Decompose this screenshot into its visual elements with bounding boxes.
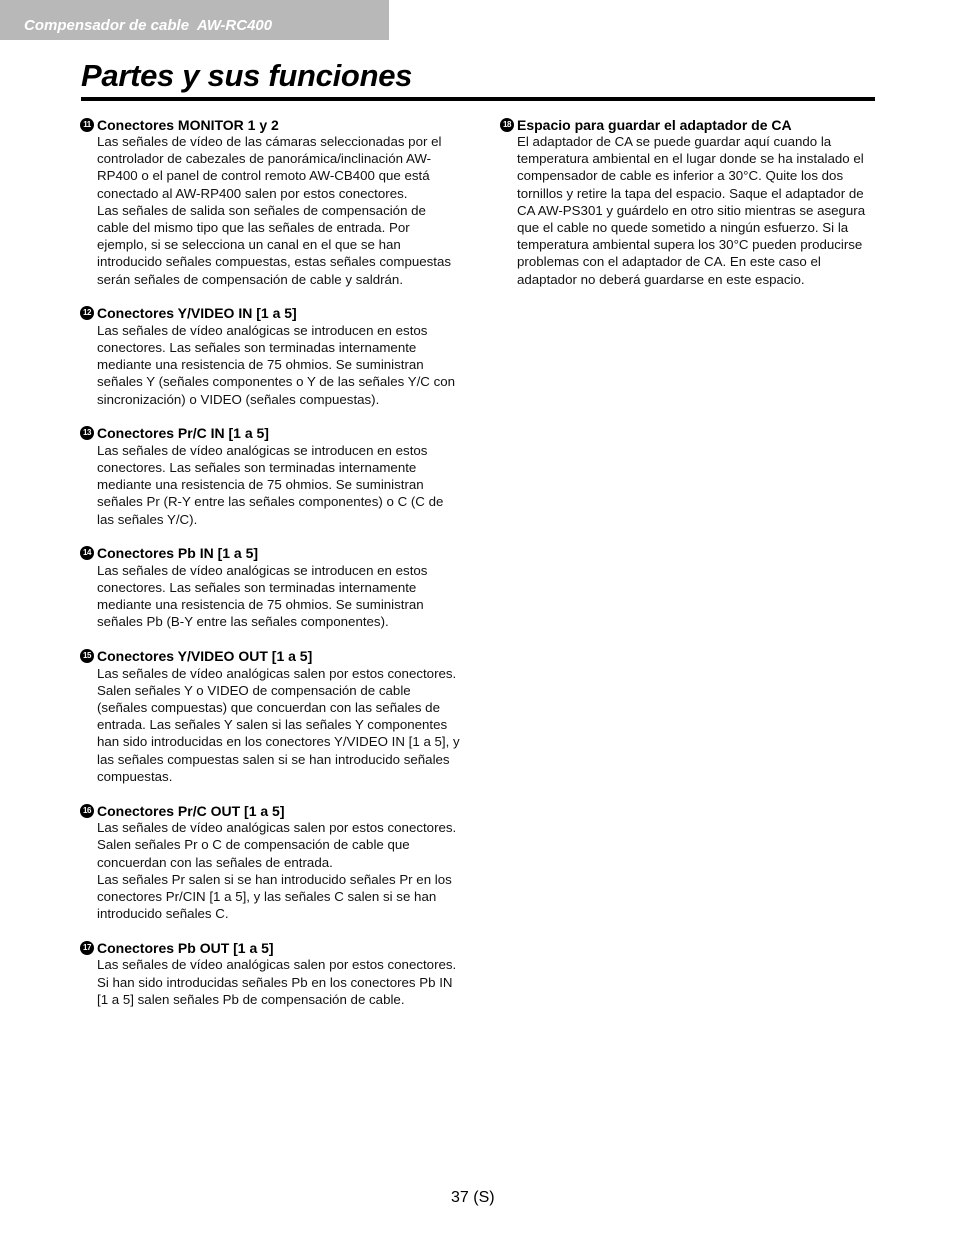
item-number-badge: 12	[80, 306, 94, 320]
section-title: Conectores MONITOR 1 y 2	[97, 116, 279, 133]
section-paragraph: Las señales de salida son señales de compensación de cable del mismo tipo que las señales de entrada. Por ejemplo, si se selecciona un canal en el que se han introducido señales compuestas, estas señales compuestas serán señales de compensación de cable y saldrán.	[97, 202, 452, 287]
section-pb-in	[80, 545, 460, 631]
section-body	[97, 442, 460, 528]
item-number-badge: 18	[500, 118, 514, 132]
section-paragraph: El adaptador de CA se puede guardar aquí cuando la temperatura ambiental en el lugar donde se ha instalado el compensador de cable es inferior a 30°C. Quite los dos tornillos y retire la tapa del espacio. Saque el adaptador de CA AW-PS301 y guárdelo en otro sitio mientras se asegura que el cable no quede sometido a ningún esfuerzo. Si la temperatura ambiental supera los 30°C pueden producirse problemas con el adaptador de CA. En este caso el adaptador no deberá guardarse en este espacio.	[517, 134, 866, 287]
section-pr-c-out	[80, 802, 460, 922]
section-header	[80, 545, 460, 562]
section-header	[80, 116, 460, 133]
section-body	[97, 133, 460, 288]
page-title: Partes y sus funciones	[81, 58, 413, 93]
section-title: Espacio para guardar el adaptador de CA	[517, 116, 792, 133]
section-title: Conectores Y/VIDEO OUT [1 a 5]	[97, 648, 313, 665]
page-number: 37 (S)	[451, 1189, 495, 1206]
title-rule	[81, 97, 875, 101]
section-header	[80, 939, 460, 956]
section-title: Conectores Y/VIDEO IN [1 a 5]	[97, 305, 297, 322]
item-number-badge: 13	[80, 426, 94, 440]
section-paragraph: Las señales de vídeo analógicas se introducen en estos conectores. Las señales son terminadas internamente mediante una resistencia de 75 ohmios. Se suministran señales Pr (R-Y entre las señales componentes) o C (C de las señales Y/C).	[97, 442, 444, 527]
header-tab-label: Compensador de cable AW-RC400	[24, 17, 273, 34]
section-paragraph: Las señales de vídeo analógicas se introducen en estos conectores. Las señales son terminadas internamente mediante una resistencia de 75 ohmios. Se suministran señales Y (señales componentes o Y de las señales Y/C con sincronización) o VIDEO (señales compuestas).	[97, 322, 456, 407]
section-title: Conectores Pb OUT [1 a 5]	[97, 939, 274, 956]
section-header	[80, 802, 460, 819]
section-monitor-connectors	[80, 116, 460, 288]
section-ac-adapter-storage	[500, 116, 880, 288]
section-paragraph: Las señales de vídeo de las cámaras seleccionadas por el controlador de cabezales de panorámica/inclinación AW-RP400 o el panel de control remoto AW-CB400 que está conectado al AW-RP400 salen por estos conectores.	[97, 134, 442, 201]
right-column	[500, 116, 880, 305]
item-number-badge: 15	[80, 649, 94, 663]
section-paragraph: Las señales de vídeo analógicas salen por estos conectores. Salen señales Pr o C de compensación de cable que concuerdan con las señales de entrada.	[97, 820, 457, 870]
item-number-badge: 16	[80, 804, 94, 818]
section-pb-out	[80, 939, 460, 1008]
section-pr-c-in	[80, 425, 460, 528]
section-body	[517, 133, 880, 288]
section-header	[80, 648, 460, 665]
section-body	[97, 562, 460, 631]
section-paragraph: Las señales Pr salen si se han introducido señales Pr en los conectores Pr/CIN [1 a 5], y las señales C salen si se han introducido señales C.	[97, 871, 452, 922]
section-header	[80, 425, 460, 442]
section-body	[97, 665, 460, 785]
item-number-badge: 11	[80, 118, 94, 132]
section-body	[97, 819, 460, 922]
section-body	[97, 322, 460, 408]
item-number-badge: 14	[80, 546, 94, 560]
section-title: Conectores Pr/C IN [1 a 5]	[97, 425, 269, 442]
section-paragraph: Las señales de vídeo analógicas salen por estos conectores. Salen señales Y o VIDEO de compensación de cable (señales compuestas) que concuerdan con las señales de entrada. Las señales Y salen si las señales Y componentes han sido introducidas en los conectores Y/VIDEO IN [1 a 5], y las señales compuestas salen si se han introducido señales compuestas.	[97, 665, 460, 784]
section-paragraph: Las señales de vídeo analógicas se introducen en estos conectores. Las señales son terminadas internamente mediante una resistencia de 75 ohmios. Se suministran señales Pb (B-Y entre las señales componentes).	[97, 562, 428, 630]
section-y-video-out	[80, 648, 460, 785]
header-tab	[0, 0, 389, 40]
section-paragraph: Las señales de vídeo analógicas salen por estos conectores. Si han sido introducidas señales Pb en los conectores Pb IN [1 a 5] salen señales Pb de compensación de cable.	[97, 957, 457, 1007]
section-header	[500, 116, 880, 133]
section-body	[97, 956, 460, 1008]
section-title: Conectores Pr/C OUT [1 a 5]	[97, 802, 285, 819]
section-y-video-in	[80, 305, 460, 408]
section-header	[80, 305, 460, 322]
section-title: Conectores Pb IN [1 a 5]	[97, 545, 259, 562]
item-number-badge: 17	[80, 941, 94, 955]
left-column	[80, 116, 460, 1025]
